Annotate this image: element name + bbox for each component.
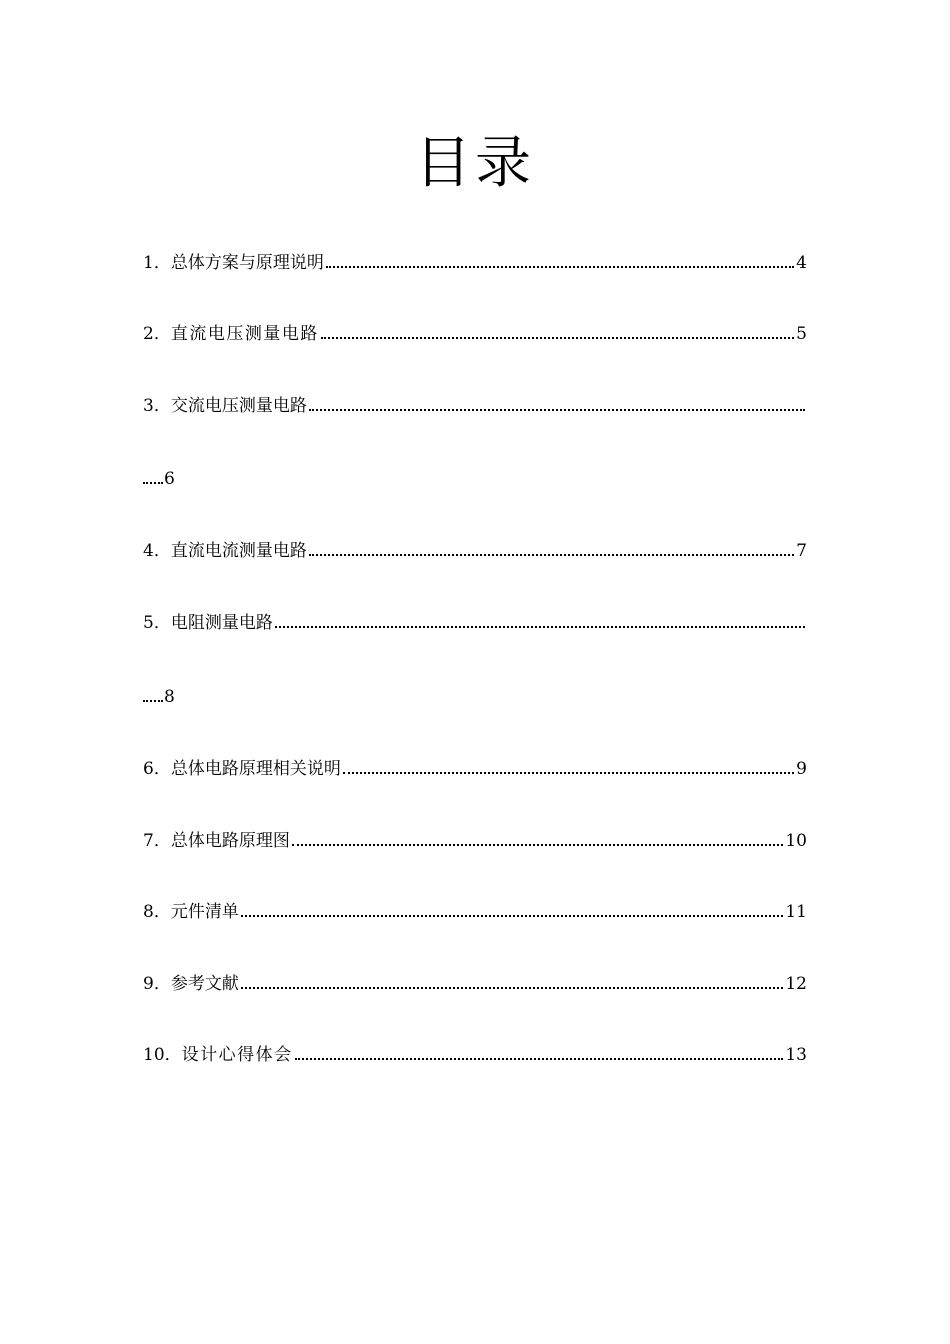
toc-entry-10[interactable] — [143, 1042, 807, 1068]
toc-entry-label: 直流电压测量电路 — [170, 324, 319, 344]
toc-entry-page: 8 — [164, 687, 175, 707]
toc-entry-5[interactable] — [143, 610, 807, 636]
toc-entry-label: 元件清单 — [170, 902, 239, 922]
toc-entry-1[interactable] — [143, 250, 807, 276]
toc-entry-3[interactable] — [143, 393, 807, 419]
toc-entry-number: 6． — [143, 759, 171, 779]
toc-entry-8[interactable] — [143, 899, 807, 925]
toc-entry-4[interactable] — [143, 538, 807, 564]
toc-entry-label: 参考文献 — [170, 974, 239, 994]
dot-leader — [241, 915, 784, 917]
toc-entry-number: 5． — [143, 613, 171, 633]
toc-entry-number: 10． — [143, 1045, 182, 1065]
dot-leader — [143, 482, 163, 484]
toc-entry-label: 总体方案与原理说明 — [170, 253, 324, 273]
toc-entry-9[interactable] — [143, 971, 807, 997]
dot-leader — [143, 700, 163, 702]
dot-leader — [309, 409, 805, 411]
toc-entry-2[interactable] — [143, 321, 807, 347]
dot-leader — [241, 987, 784, 989]
toc-entry-number: 1． — [143, 253, 171, 273]
toc-entry-page: 4 — [796, 253, 807, 273]
toc-entry-page: 9 — [796, 759, 807, 779]
toc-entry-label: 总体电路原理图 — [170, 831, 290, 851]
dot-leader — [275, 626, 805, 628]
toc-entry-label: 电阻测量电路 — [170, 613, 273, 633]
dot-leader — [326, 266, 794, 268]
toc-entry-label: 设计心得体会 — [181, 1045, 293, 1065]
toc-entry-page: 12 — [785, 974, 807, 994]
toc-entry-page: 11 — [785, 902, 807, 922]
toc-entry-number: 3． — [143, 396, 171, 416]
toc-entry-page: 5 — [796, 324, 807, 344]
dot-leader — [343, 772, 794, 774]
toc-entry-5-continuation[interactable] — [143, 684, 175, 710]
page-title: 目录 — [415, 131, 535, 196]
toc-entry-number: 2． — [143, 324, 171, 344]
toc-entry-page: 10 — [785, 831, 807, 851]
toc-entry-3-continuation[interactable] — [143, 466, 175, 492]
toc-entry-page: 13 — [785, 1045, 807, 1065]
toc-entry-page: 6 — [164, 469, 175, 489]
toc-entry-label: 总体电路原理相关说明 — [170, 759, 341, 779]
toc-entry-number: 7． — [143, 831, 171, 851]
toc-entry-7[interactable] — [143, 828, 807, 854]
dot-leader — [292, 844, 784, 846]
toc-entry-number: 8． — [143, 902, 171, 922]
dot-leader — [321, 337, 794, 339]
dot-leader — [295, 1058, 784, 1060]
dot-leader — [309, 554, 794, 556]
toc-entry-label: 交流电压测量电路 — [170, 396, 307, 416]
toc-entry-label: 直流电流测量电路 — [170, 541, 307, 561]
toc-entry-number: 4． — [143, 541, 171, 561]
toc-entry-page: 7 — [796, 541, 807, 561]
toc-entry-number: 9． — [143, 974, 171, 994]
toc-entry-6[interactable] — [143, 756, 807, 782]
